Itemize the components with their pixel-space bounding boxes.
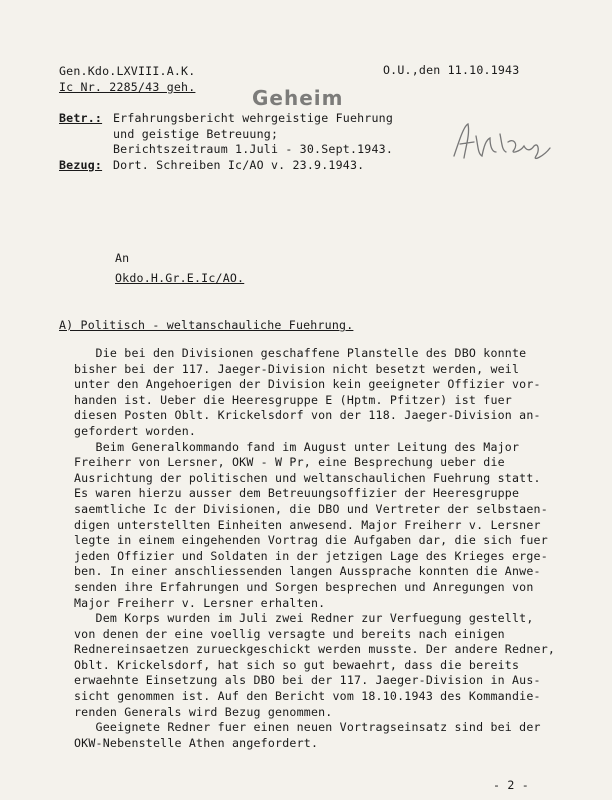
secret-stamp: Geheim xyxy=(252,86,344,110)
body-line: bisher bei der 117. Jaeger-Division nicht besetzt werden, weil xyxy=(74,361,520,376)
body-line: Dem Korps wurden im Juli zwei Redner zur Verfuegung gestellt, xyxy=(74,611,534,626)
body-line: saemtliche Ic der Divisionen, die DBO und Vertreter der selbstaen- xyxy=(74,501,548,516)
body-line: erwaehnte Einsetzung als DBO bei der 117. Jaeger-Division in Aus- xyxy=(74,673,541,688)
body-line: legte in einem eingehenden Vortrag die Aufgaben dar, die sich fuer xyxy=(74,533,548,548)
page-number: - 2 - xyxy=(493,778,529,792)
body-line: ben. In einer anschliessenden langen Aussprache konnten die Anwe- xyxy=(74,564,541,579)
body-line: Die bei den Divisionen geschaffene Planstelle des DBO konnte xyxy=(74,346,527,360)
body-line: senden ihre Erfahrungen und Sorgen besprechen und Anregungen von xyxy=(74,579,534,594)
reference-label: Bezug: xyxy=(59,157,103,172)
recipient-name: Okdo.H.Gr.E.Ic/AO. xyxy=(115,271,245,285)
command-name: Gen.Kdo.LXVIII.A.K. xyxy=(59,64,196,78)
subject-line-3: Berichtszeitraum 1.Juli - 30.Sept.1943. xyxy=(113,142,394,156)
body-line: handen ist. Ueber die Heeresgruppe E (Hptm. Pfitzer) ist fuer xyxy=(74,392,512,407)
body-line: sicht genommen ist. Auf den Bericht vom 18.10.1943 des Kommandie- xyxy=(74,689,541,704)
body-line: Es waren hierzu ausser dem Betreuungsoffizier der Heeresgruppe xyxy=(74,486,520,501)
body-line: Freiherr von Lersner, OKW - W Pr, eine Besprechung ueber die xyxy=(74,455,505,470)
reference-number: Ic Nr. 2285/43 geh. xyxy=(59,80,196,94)
subject-line-1: Erfahrungsbericht wehrgeistige Fuehrung xyxy=(113,111,394,125)
body-line: Beim Generalkommando fand im August unter Leitung des Major xyxy=(74,439,520,454)
body-line: von denen der eine voellig versagte und bereits nach einigen xyxy=(74,626,505,641)
place-date: O.U.,den 11.10.1943 xyxy=(383,63,520,77)
recipient-to: An xyxy=(115,251,130,265)
body-line: unter den Angehoerigen der Division kein geeigneter Offizier vor- xyxy=(74,377,541,392)
subject-label: Betr.: xyxy=(59,111,103,125)
subject-line-2: und geistige Betreuung; xyxy=(113,126,279,141)
section-heading: A) Politisch - weltanschauliche Fuehrung. xyxy=(59,318,354,332)
body-line: Oblt. Krickelsdorf, hat sich so gut bewaehrt, dass die bereits xyxy=(74,657,520,672)
body-text xyxy=(74,346,554,751)
body-line: gefordert worden. xyxy=(74,423,197,438)
body-line: renden Generals wird Bezug genommen. xyxy=(74,704,333,719)
body-line: OKW-Nebenstelle Athen angefordert. xyxy=(74,735,319,750)
handwritten-signature xyxy=(448,116,558,176)
body-line: Ausrichtung der politischen und weltanschaulichen Fuehrung statt. xyxy=(74,470,541,485)
reference-text: Dort. Schreiben Ic/AO v. 23.9.1943. xyxy=(113,157,365,172)
body-line: Rednereinsaetzen zurueckgeschickt werden musste. Der andere Redner, xyxy=(74,642,556,657)
body-line: Geeignete Redner fuer einen neuen Vortragseinsatz sind bei der xyxy=(74,720,541,735)
body-line: diesen Posten Oblt. Krickelsdorf von der 118. Jaeger-Division an- xyxy=(74,408,541,423)
body-line: jeden Offizier und Soldaten in der jetzigen Lage des Krieges erge- xyxy=(74,548,548,563)
subject-block xyxy=(59,111,393,173)
header-block xyxy=(59,63,195,95)
body-line: digen unterstellten Einheiten anwesend. Major Freiherr v. Lersner xyxy=(74,517,541,532)
body-line: Major Freiherr v. Lersner erhalten. xyxy=(74,595,326,610)
recipient-block xyxy=(115,248,244,288)
